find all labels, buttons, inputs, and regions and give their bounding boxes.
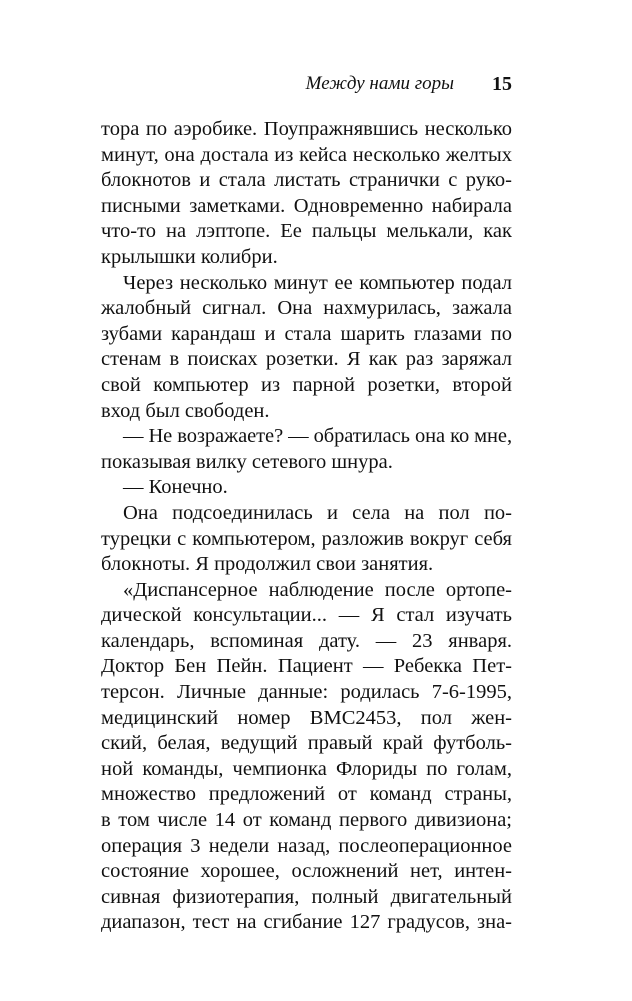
text-line: — Не возражаете? — обратилась она ко мне, xyxy=(123,425,512,448)
text-line: операция 3 недели назад, послеоперационное xyxy=(101,834,512,857)
paragraph-6 xyxy=(101,578,512,936)
text-line: — Конечно. xyxy=(123,476,228,499)
page-number: 15 xyxy=(492,73,512,95)
text-line: блокноты. Я продолжил свои занятия. xyxy=(101,553,434,576)
paragraph-1 xyxy=(101,117,512,271)
text-line: диапазон, тест на сгибание 127 градусов, зна- xyxy=(101,911,512,934)
paragraph-5 xyxy=(101,501,512,578)
text-line: зубами карандаш и стала шарить глазами по xyxy=(101,322,512,345)
running-head-title: Между нами горы xyxy=(305,73,454,94)
text-line: блокнотов и стала листать странички с руко- xyxy=(101,169,512,192)
text-line: ский, белая, ведущий правый край футболь- xyxy=(101,732,512,755)
text-line: турецки с компьютером, разложив вокруг себя xyxy=(101,527,512,550)
text-line: Через несколько минут ее компьютер подал xyxy=(123,271,512,294)
text-line: свой компьютер из парной розетки, второй xyxy=(101,373,512,396)
text-line: Доктор Бен Пейн. Пациент — Ребекка Пет- xyxy=(101,655,512,678)
paragraph-3 xyxy=(101,424,512,475)
text-line: стенам в поисках розетки. Я как раз заряжал xyxy=(101,348,512,371)
paragraph-4 xyxy=(101,475,512,501)
text-line: множество предложений от команд страны, xyxy=(101,783,512,806)
text-line: ной команды, чемпионка Флориды по голам, xyxy=(101,757,512,780)
text-line: состояние хорошее, осложнений нет, интен- xyxy=(101,860,512,883)
text-line: тора по аэробике. Поупражнявшись несколько xyxy=(101,118,512,140)
text-line: медицинский номер BMC2453, пол жен- xyxy=(101,706,512,729)
text-line: что-то на лэптопе. Ее пальцы мелькали, как xyxy=(101,220,512,243)
text-line: показывая вилку сетевого шнура. xyxy=(101,450,393,473)
text-line: сивная физиотерапия, полный двигательный xyxy=(101,885,512,908)
text-line: минут, она достала из кейса несколько желтых xyxy=(101,143,512,166)
text-line: Она подсоединилась и села на пол по- xyxy=(123,501,512,524)
text-line: дической консультации... — Я стал изучать xyxy=(101,604,512,627)
text-line: вход был свободен. xyxy=(101,399,270,422)
text-line: «Диспансерное наблюдение после ортопе- xyxy=(123,578,512,601)
text-line: календарь, вспоминая дату. — 23 января. xyxy=(101,629,512,652)
text-line: писными заметками. Одновременно набирала xyxy=(101,194,512,217)
text-line: крылышки колибри. xyxy=(101,245,278,268)
body-text xyxy=(101,117,512,936)
text-line: жалобный сигнал. Она нахмурилась, зажала xyxy=(101,297,512,320)
running-head xyxy=(0,70,512,98)
paragraph-2 xyxy=(101,271,512,425)
text-line: в том числе 14 от команд первого дивизиона; xyxy=(101,809,512,832)
text-line: терсон. Личные данные: родилась 7-6-1995, xyxy=(101,681,512,704)
